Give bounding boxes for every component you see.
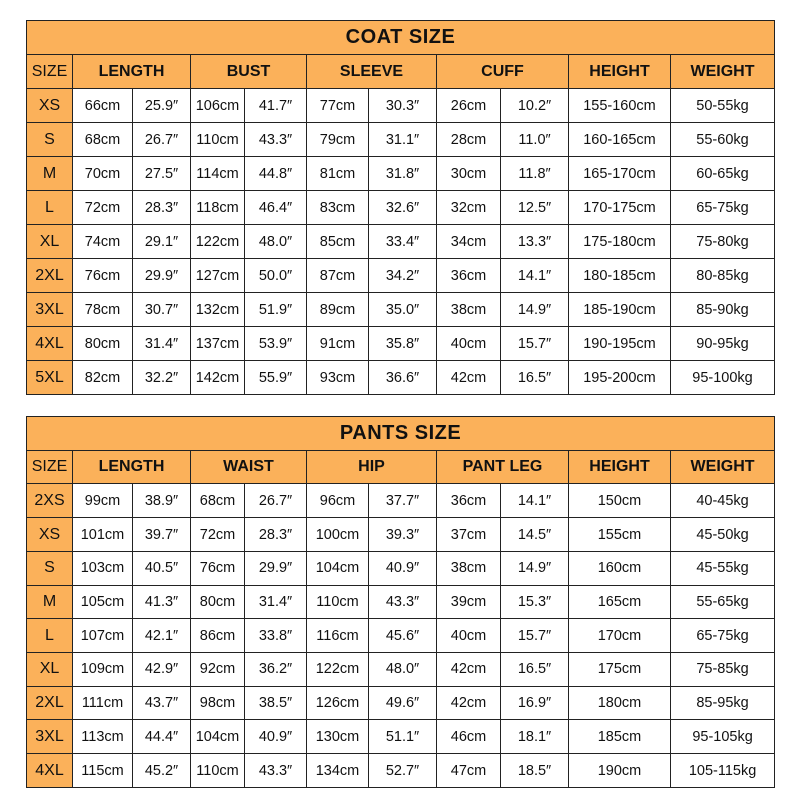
pants-table-cell: 38.5″ [245,686,307,720]
pants-table-cell: 115cm [73,754,133,788]
pants-table-cell: 28.3″ [245,518,307,552]
coat-table-cell: 185-190cm [569,293,671,327]
pants-table-cell: 104cm [307,551,369,585]
coat-table-cell: 50-55kg [671,89,775,123]
coat-table-cell: 118cm [191,191,245,225]
pants-table-cell: 42cm [437,653,501,687]
coat-column-header: LENGTH [73,55,191,89]
coat-table-cell: 55-60kg [671,123,775,157]
coat-table-row [27,361,775,395]
coat-table-cell: 78cm [73,293,133,327]
coat-table-cell: 66cm [73,89,133,123]
coat-table-cell: 36cm [437,259,501,293]
coat-table-cell: 170-175cm [569,191,671,225]
coat-table-cell: 32.2″ [133,361,191,395]
pants-table-cell: 43.3″ [245,754,307,788]
pants-table-cell: 175cm [569,653,671,687]
pants-table-cell: 14.5″ [501,518,569,552]
coat-table-cell: 110cm [191,123,245,157]
pants-table-row [27,551,775,585]
pants-table-cell: 107cm [73,619,133,653]
coat-table-cell: 70cm [73,157,133,191]
pants-size-label: L [27,619,73,653]
coat-header-row [27,55,775,89]
pants-table-cell: 40.9″ [369,551,437,585]
coat-table-row [27,259,775,293]
pants-table-cell: 39.3″ [369,518,437,552]
coat-table-row [27,89,775,123]
pants-table-cell: 75-85kg [671,653,775,687]
coat-table-cell: 32cm [437,191,501,225]
pants-table-cell: 16.5″ [501,653,569,687]
pants-table-cell: 36cm [437,484,501,518]
coat-table-row [27,327,775,361]
coat-size-label: XL [27,225,73,259]
coat-table-cell: 106cm [191,89,245,123]
coat-table-cell: 46.4″ [245,191,307,225]
coat-column-header: SIZE [27,55,73,89]
pants-table-cell: 95-105kg [671,720,775,754]
coat-table-cell: 36.6″ [369,361,437,395]
coat-size-label: S [27,123,73,157]
pants-table-cell: 48.0″ [369,653,437,687]
coat-table-cell: 29.9″ [133,259,191,293]
coat-table-cell: 83cm [307,191,369,225]
pants-table-cell: 170cm [569,619,671,653]
pants-table-cell: 37cm [437,518,501,552]
coat-size-label: 2XL [27,259,73,293]
coat-table-cell: 41.7″ [245,89,307,123]
pants-table-cell: 45-50kg [671,518,775,552]
pants-table-row [27,484,775,518]
coat-column-header: WEIGHT [671,55,775,89]
coat-column-header: HEIGHT [569,55,671,89]
pants-table-cell: 39.7″ [133,518,191,552]
pants-table-cell: 92cm [191,653,245,687]
coat-table-cell: 80-85kg [671,259,775,293]
pants-size-label: S [27,551,73,585]
coat-table-cell: 38cm [437,293,501,327]
pants-table-cell: 65-75kg [671,619,775,653]
coat-table-cell: 25.9″ [133,89,191,123]
pants-table-cell: 43.3″ [369,585,437,619]
pants-table-cell: 40.5″ [133,551,191,585]
coat-table-cell: 142cm [191,361,245,395]
coat-table-cell: 137cm [191,327,245,361]
coat-table-cell: 55.9″ [245,361,307,395]
coat-table-cell: 30cm [437,157,501,191]
coat-table-cell: 34cm [437,225,501,259]
pants-table-cell: 45-55kg [671,551,775,585]
coat-table-cell: 77cm [307,89,369,123]
pants-size-label: 2XL [27,686,73,720]
coat-table-cell: 30.3″ [369,89,437,123]
coat-size-table [26,20,775,395]
pants-table-cell: 190cm [569,754,671,788]
pants-table-cell: 55-65kg [671,585,775,619]
coat-table-cell: 35.0″ [369,293,437,327]
pants-size-label: M [27,585,73,619]
coat-table-cell: 65-75kg [671,191,775,225]
pants-table-cell: 165cm [569,585,671,619]
coat-table-cell: 79cm [307,123,369,157]
coat-title-row [27,21,775,55]
pants-table-cell: 126cm [307,686,369,720]
coat-table-cell: 16.5″ [501,361,569,395]
pants-table-cell: 26.7″ [245,484,307,518]
coat-table-cell: 93cm [307,361,369,395]
pants-table-cell: 43.7″ [133,686,191,720]
pants-table-cell: 42cm [437,686,501,720]
pants-table-cell: 51.1″ [369,720,437,754]
pants-column-header: WAIST [191,450,307,484]
coat-column-header: BUST [191,55,307,89]
pants-column-header: PANT LEG [437,450,569,484]
coat-table-cell: 44.8″ [245,157,307,191]
pants-table-cell: 99cm [73,484,133,518]
pants-table-cell: 72cm [191,518,245,552]
pants-table-cell: 85-95kg [671,686,775,720]
pants-table-cell: 15.3″ [501,585,569,619]
pants-table-cell: 113cm [73,720,133,754]
pants-table-cell: 39cm [437,585,501,619]
pants-size-table [26,416,775,788]
pants-table-cell: 45.2″ [133,754,191,788]
coat-table-cell: 10.2″ [501,89,569,123]
coat-table-cell: 31.1″ [369,123,437,157]
coat-table-row [27,157,775,191]
pants-table-cell: 16.9″ [501,686,569,720]
coat-table-cell: 30.7″ [133,293,191,327]
pants-table-cell: 40-45kg [671,484,775,518]
pants-table-cell: 36.2″ [245,653,307,687]
coat-table-cell: 91cm [307,327,369,361]
pants-table-cell: 100cm [307,518,369,552]
coat-table-cell: 81cm [307,157,369,191]
coat-table-cell: 50.0″ [245,259,307,293]
coat-table-cell: 26.7″ [133,123,191,157]
pants-table-cell: 98cm [191,686,245,720]
pants-table-cell: 180cm [569,686,671,720]
pants-table-cell: 68cm [191,484,245,518]
pants-table-cell: 18.5″ [501,754,569,788]
coat-table-cell: 76cm [73,259,133,293]
coat-table-cell: 27.5″ [133,157,191,191]
pants-table-cell: 76cm [191,551,245,585]
coat-table-cell: 75-80kg [671,225,775,259]
pants-table-cell: 109cm [73,653,133,687]
coat-size-label: 3XL [27,293,73,327]
pants-table-cell: 80cm [191,585,245,619]
coat-table-cell: 127cm [191,259,245,293]
coat-table-cell: 175-180cm [569,225,671,259]
coat-table-cell: 31.4″ [133,327,191,361]
coat-table-cell: 15.7″ [501,327,569,361]
coat-table-cell: 95-100kg [671,361,775,395]
pants-table-row [27,619,775,653]
coat-table-cell: 11.0″ [501,123,569,157]
coat-table-cell: 72cm [73,191,133,225]
pants-column-header: WEIGHT [671,450,775,484]
coat-size-label: L [27,191,73,225]
pants-column-header: LENGTH [73,450,191,484]
coat-size-label: 4XL [27,327,73,361]
pants-table-cell: 14.1″ [501,484,569,518]
pants-table-cell: 41.3″ [133,585,191,619]
coat-table-row [27,293,775,327]
pants-column-header: SIZE [27,450,73,484]
coat-table-cell: 80cm [73,327,133,361]
coat-table-cell: 90-95kg [671,327,775,361]
pants-table-cell: 103cm [73,551,133,585]
coat-table-cell: 28.3″ [133,191,191,225]
coat-table-cell: 13.3″ [501,225,569,259]
coat-table-cell: 68cm [73,123,133,157]
pants-table-cell: 37.7″ [369,484,437,518]
coat-table-cell: 82cm [73,361,133,395]
pants-table-cell: 105-115kg [671,754,775,788]
coat-table-row [27,123,775,157]
coat-table-cell: 74cm [73,225,133,259]
pants-table-row [27,720,775,754]
pants-table-cell: 38cm [437,551,501,585]
pants-table-cell: 134cm [307,754,369,788]
pants-table-cell: 116cm [307,619,369,653]
coat-table-cell: 87cm [307,259,369,293]
coat-table-cell: 165-170cm [569,157,671,191]
coat-table-cell: 155-160cm [569,89,671,123]
coat-size-label: XS [27,89,73,123]
pants-table-cell: 42.9″ [133,653,191,687]
pants-table-cell: 44.4″ [133,720,191,754]
pants-table-cell: 122cm [307,653,369,687]
coat-size-label: 5XL [27,361,73,395]
pants-table-cell: 29.9″ [245,551,307,585]
pants-header-row [27,450,775,484]
pants-table-cell: 38.9″ [133,484,191,518]
pants-table-cell: 14.9″ [501,551,569,585]
pants-table-cell: 96cm [307,484,369,518]
coat-table-cell: 48.0″ [245,225,307,259]
coat-table-cell: 31.8″ [369,157,437,191]
coat-column-header: CUFF [437,55,569,89]
pants-table-cell: 33.8″ [245,619,307,653]
pants-table-cell: 46cm [437,720,501,754]
pants-table-cell: 185cm [569,720,671,754]
coat-table-title: COAT SIZE [27,21,775,55]
coat-table-row [27,225,775,259]
pants-table-cell: 47cm [437,754,501,788]
pants-table-cell: 160cm [569,551,671,585]
coat-table-cell: 12.5″ [501,191,569,225]
coat-table-cell: 14.9″ [501,293,569,327]
coat-table-cell: 60-65kg [671,157,775,191]
coat-table-cell: 195-200cm [569,361,671,395]
pants-size-label: XS [27,518,73,552]
coat-table-cell: 160-165cm [569,123,671,157]
pants-table-cell: 101cm [73,518,133,552]
pants-table-row [27,585,775,619]
pants-table-cell: 155cm [569,518,671,552]
coat-table-cell: 132cm [191,293,245,327]
pants-table-cell: 52.7″ [369,754,437,788]
pants-table-cell: 130cm [307,720,369,754]
pants-table-row [27,653,775,687]
pants-table-cell: 18.1″ [501,720,569,754]
pants-table-row [27,518,775,552]
coat-table-cell: 26cm [437,89,501,123]
pants-table-cell: 49.6″ [369,686,437,720]
pants-table-title: PANTS SIZE [27,417,775,451]
pants-table-cell: 31.4″ [245,585,307,619]
pants-table-row [27,754,775,788]
pants-table-row [27,686,775,720]
pants-table-cell: 110cm [307,585,369,619]
pants-title-row [27,417,775,451]
coat-table-cell: 43.3″ [245,123,307,157]
coat-table-cell: 53.9″ [245,327,307,361]
coat-table-cell: 85-90kg [671,293,775,327]
pants-table-cell: 15.7″ [501,619,569,653]
pants-table-cell: 150cm [569,484,671,518]
coat-table-cell: 51.9″ [245,293,307,327]
pants-column-header: HEIGHT [569,450,671,484]
pants-table-cell: 40.9″ [245,720,307,754]
coat-table-cell: 190-195cm [569,327,671,361]
pants-table-cell: 104cm [191,720,245,754]
coat-table-cell: 14.1″ [501,259,569,293]
coat-table-cell: 28cm [437,123,501,157]
coat-table-cell: 34.2″ [369,259,437,293]
pants-table-cell: 45.6″ [369,619,437,653]
coat-table-cell: 32.6″ [369,191,437,225]
pants-size-label: XL [27,653,73,687]
pants-size-label: 3XL [27,720,73,754]
coat-table-cell: 42cm [437,361,501,395]
coat-table-row [27,191,775,225]
pants-column-header: HIP [307,450,437,484]
coat-table-cell: 122cm [191,225,245,259]
coat-table-cell: 89cm [307,293,369,327]
pants-size-label: 4XL [27,754,73,788]
coat-table-cell: 114cm [191,157,245,191]
pants-table-cell: 105cm [73,585,133,619]
pants-table-cell: 110cm [191,754,245,788]
coat-table-cell: 180-185cm [569,259,671,293]
coat-table-cell: 33.4″ [369,225,437,259]
coat-table-cell: 35.8″ [369,327,437,361]
coat-table-cell: 40cm [437,327,501,361]
coat-table-cell: 11.8″ [501,157,569,191]
pants-size-label: 2XS [27,484,73,518]
coat-table-cell: 29.1″ [133,225,191,259]
pants-table-cell: 111cm [73,686,133,720]
coat-column-header: SLEEVE [307,55,437,89]
pants-table-cell: 42.1″ [133,619,191,653]
pants-table-cell: 40cm [437,619,501,653]
coat-table-cell: 85cm [307,225,369,259]
pants-table-cell: 86cm [191,619,245,653]
coat-size-label: M [27,157,73,191]
